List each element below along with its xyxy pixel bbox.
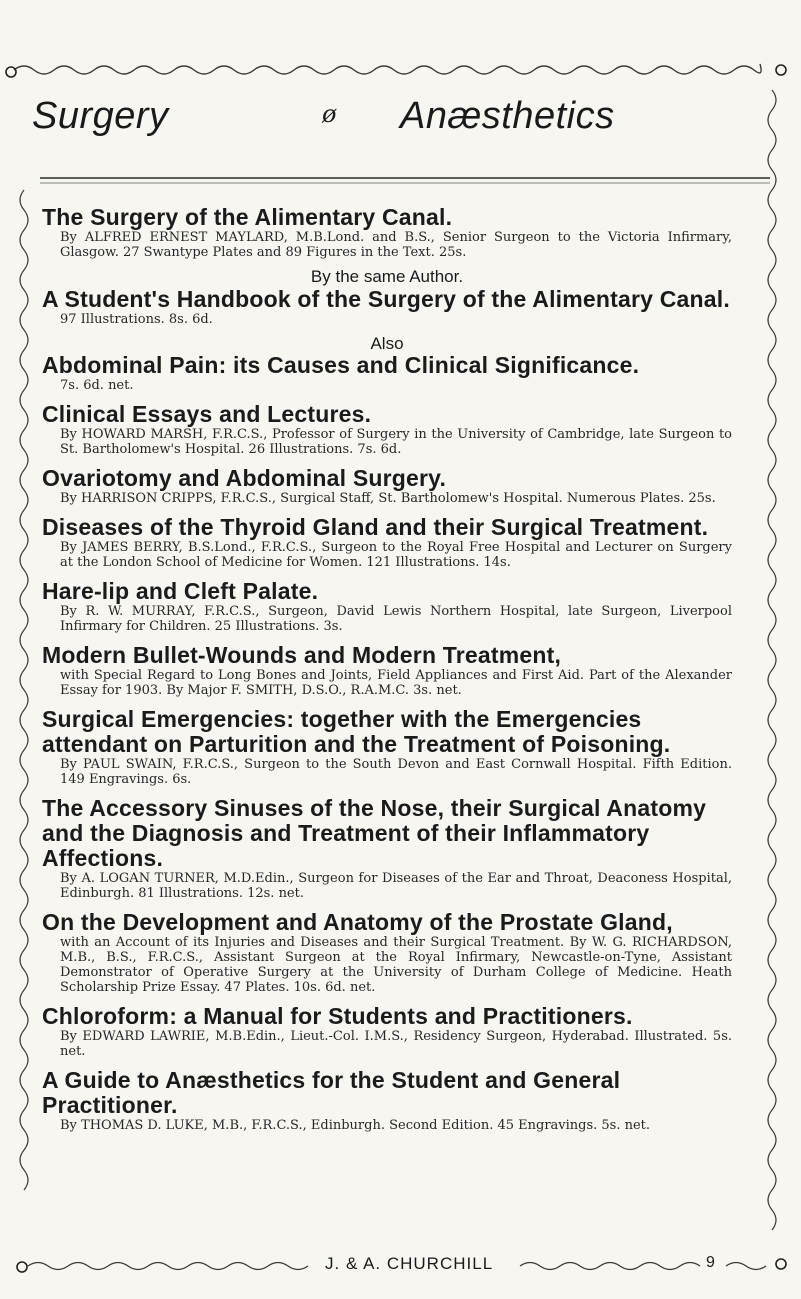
entry-title: On the Development and Anatomy of the Prostate Gland, bbox=[42, 909, 673, 935]
entry-thyroid bbox=[42, 515, 732, 570]
entry-desc: 97 Illustrations. 8s. 6d. bbox=[60, 311, 213, 327]
entry-title: The Surgery of the Alimentary Canal. bbox=[42, 204, 453, 230]
entry-prostate bbox=[42, 910, 732, 995]
header-surgery: Surgery bbox=[32, 95, 169, 137]
entry-desc: By THOMAS D. LUKE, M.B., F.R.C.S., Edinburgh. Second Edition. 45 Engravings. 5s. net. bbox=[60, 1118, 651, 1133]
entry-accessory-sinuses bbox=[42, 796, 732, 901]
entry-alimentary-canal bbox=[42, 205, 732, 260]
header-anaesthetics: Anæsthetics bbox=[400, 95, 615, 137]
entry-title: Modern Bullet-Wounds and Modern Treatment, bbox=[42, 642, 562, 668]
entry-desc: with an Account of its Injuries and Diseases and their Surgical Treatment. By W. G. RICHARDSON, M.B., B.S., F.R.C.S., Assistant Surgeon at the Royal Infirmary, Newcastle-on-Tyne, Assistant Demonstrator of Operative Surgery at the University of Durham College of Medicine. Heath Scholarship Prize Essay. 47 Plates. 10s. 6d. net. bbox=[60, 935, 732, 995]
publisher-name: J. & A. CHURCHILL bbox=[325, 1254, 494, 1273]
entry-desc: By A. LOGAN TURNER, M.D.Edin., Surgeon for Diseases of the Ear and Throat, Deaconess Hospital, Edinburgh. 81 Illustrations. 12s. net. bbox=[60, 871, 732, 901]
entry-desc: By EDWARD LAWRIE, M.B.Edin., Lieut.-Col. I.M.S., Residency Surgeon, Hyderabad. Illustrated. 5s. net. bbox=[60, 1029, 732, 1059]
page-footer bbox=[0, 1254, 801, 1284]
entry-title: Diseases of the Thyroid Gland and their Surgical Treatment. bbox=[42, 514, 709, 540]
entry-title: Ovariotomy and Abdominal Surgery. bbox=[42, 465, 447, 491]
page-number: 9 bbox=[706, 1254, 715, 1271]
entry-title: Clinical Essays and Lectures. bbox=[42, 401, 372, 427]
entry-desc: with Special Regard to Long Bones and Joints, Field Appliances and First Aid. Part of the Alexander Essay for 1903. By Major F. SMITH, D.S.O., R.A.M.C. 3s. net. bbox=[60, 668, 732, 698]
catalogue-entries bbox=[42, 205, 732, 1142]
entry-title: A Student's Handbook of the Surgery of the Alimentary Canal. bbox=[42, 285, 730, 312]
entry-desc: By HARRISON CRIPPS, F.R.C.S., Surgical Staff, St. Bartholomew's Hospital. Numerous Plates. 25s. bbox=[60, 491, 716, 506]
entry-title: Hare-lip and Cleft Palate. bbox=[42, 578, 319, 604]
note-same-author: By the same Author. bbox=[310, 267, 464, 286]
entry-title: The Accessory Sinuses of the Nose, their Surgical Anatomy and the Diagnosis and Treatment of their Inflammatory Affections. bbox=[42, 795, 707, 871]
entry-chloroform bbox=[42, 1004, 732, 1059]
entry-title: Chloroform: a Manual for Students and Practitioners. bbox=[42, 1003, 633, 1029]
entry-ovariotomy bbox=[42, 466, 732, 506]
entry-desc: By ALFRED ERNEST MAYLARD, M.B.Lond. and B.S., Senior Surgeon to the Victoria Infirmary, Glasgow. 27 Swantype Plates and 89 Figures in the Text. 25s. bbox=[60, 230, 732, 260]
entry-abdominal-pain bbox=[42, 353, 732, 393]
entry-surgical-emergencies bbox=[42, 707, 732, 787]
entry-desc: By R. W. MURRAY, F.R.C.S., Surgeon, David Lewis Northern Hospital, late Surgeon, Liverpool Infirmary for Children. 25 Illustrations. 3s. bbox=[60, 604, 732, 634]
entry-title: A Guide to Anæsthetics for the Student and General Practitioner. bbox=[42, 1067, 621, 1118]
header-ornament: ø bbox=[322, 100, 337, 128]
note-also: Also bbox=[370, 333, 404, 353]
entry-hare-lip bbox=[42, 579, 732, 634]
entry-students-handbook bbox=[42, 287, 732, 327]
entry-bullet-wounds bbox=[42, 643, 732, 698]
entry-clinical-essays bbox=[42, 402, 732, 457]
entry-desc: By PAUL SWAIN, F.R.C.S., Surgeon to the South Devon and East Cornwall Hospital. Fifth Edition. 149 Engravings. 6s. bbox=[60, 757, 732, 787]
entry-desc: By HOWARD MARSH, F.R.C.S., Professor of Surgery in the University of Cambridge, late Surgeon to St. Bartholomew's Hospital. 26 Illustrations. 7s. 6d. bbox=[60, 427, 732, 457]
entry-desc: 7s. 6d. net. bbox=[60, 378, 134, 393]
page-header bbox=[0, 0, 801, 190]
entry-title: Abdominal Pain: its Causes and Clinical Significance. bbox=[42, 352, 640, 378]
entry-desc: By JAMES BERRY, B.S.Lond., F.R.C.S., Surgeon to the Royal Free Hospital and Lecturer on Surgery at the London School of Medicine for Women. 121 Illustrations. 14s. bbox=[60, 540, 732, 570]
entry-title: Surgical Emergencies: together with the Emergencies attendant on Parturition and the Treatment of Poisoning. bbox=[42, 706, 671, 757]
entry-anaesthetics-guide bbox=[42, 1068, 732, 1133]
